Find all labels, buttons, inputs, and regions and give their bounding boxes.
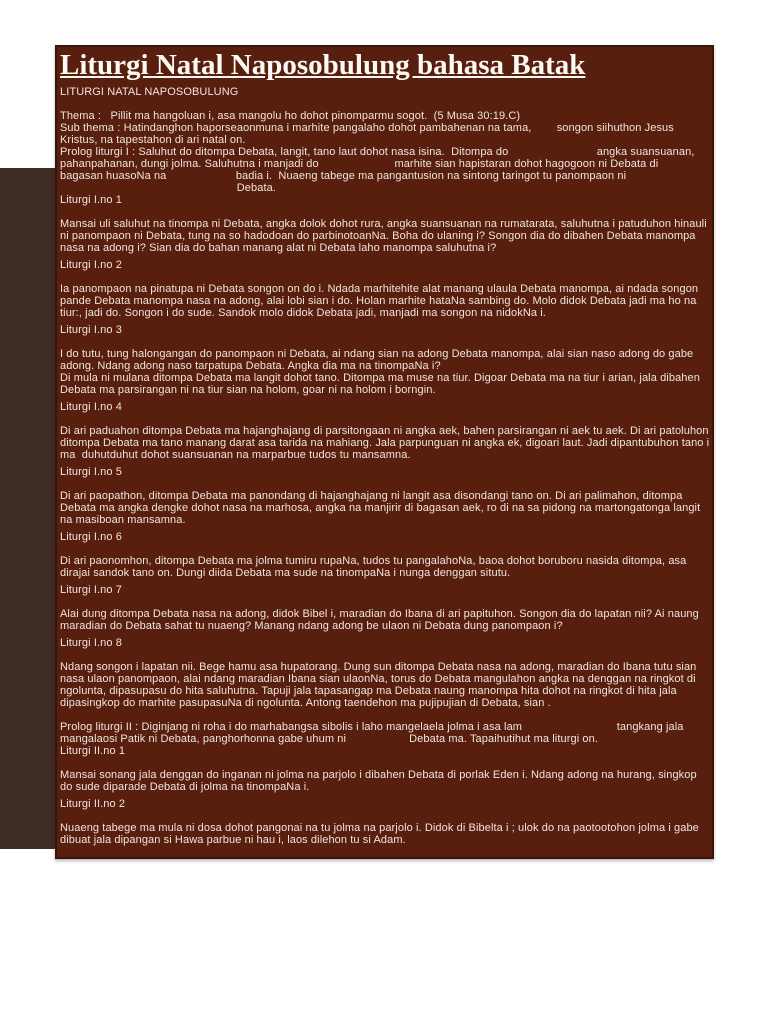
paragraph: Ndang songon i lapatan nii. Bege hamu asa hupatorang. Dung sun ditompa Debata nasa na adong, maradian do Ibana tutu sian nasa ulaon panompaon, alai ndang maradian Ibana sian ulaonNa, torus do Debata mangulahon angka na denggan na ringkot di ngolunta, dipasupasu do hita saluhutna. Tapuji jala tapasangap ma Debata naung manompa hita dohot na ringkot di hita jala dipasingkop do marhite pasupasuNa di ngolunta. Antong taendehon ma pujipujian di Debata, sian . (60, 661, 697, 709)
paragraph: I do tutu, tung halongangan do panompaon ni Debata, ai ndang sian na adong Debata manompa, alai sian naso adong do gabe adong. Ndang adong naso tarpatupa Debata. Angka dia ma na tinompaNa i? Di mula ni mulana ditompa Debata ma langit dohot tano. Ditompa ma muse na tiur. Digoar Debata ma na tiur i arian, jala dibahen Debata ma parsirangan ni na tiur sian na holom, goar ni na holom i borngin. (60, 348, 700, 396)
section-heading: Liturgi I.no 7 (60, 584, 122, 596)
section-heading: Liturgi I.no 2 (60, 259, 122, 271)
paragraph: Thema : Pillit ma hangoluan i, asa mangolu ho dohot pinomparmu sogot. (5 Musa 30:19.C) Sub thema : Hatindanghon haporseaonmuna i marhite pangalaho dohot pambahenan na tama, songon siihuthon Jesus Kristus, na tapestahon di ari natal on. Prolog liturgi I : Saluhut do ditompa Debata, langit, tano laut dohot nasa isina. Ditompa do angka suansuanan, pahanpahanan, dungi jolma. Saluhutna i manjadi do marhite sian hapistaran dohot hagogoon ni Debata di bagasan huasoNa na badia i. Nuaeng tabege ma pangantusion na sintong taringot tu panompaon ni Debata. Liturgi I.no 1 (60, 110, 695, 206)
paragraph: Ia panompaon na pinatupa ni Debata songon on do i. Ndada marhitehite alat manang ulaula Debata manompa, ai ndada songon pande Debata manompa nasa na adong, alai lobi sian i do. Holan marhite hataNa sambing do. Molo didok Debata jadi ma ho na tiur:, jadi do. Songon i do sude. Sandok molo didok Debata jadi, manjadi ma songon na nidokNa i. (60, 283, 699, 319)
section-heading: Liturgi I.no 5 (60, 466, 122, 478)
left-edge-artifact (0, 168, 57, 849)
paragraph: Di ari paonomhon, ditompa Debata ma jolma tumiru rupaNa, tudos tu pangalahoNa, baoa dohot boruboru nasida ditompa, asa dirajai sandok tano on. Dungi diida Debata ma sude na tinompaNa i nunga denggan situtu. (60, 555, 687, 579)
paragraph: Nuaeng tabege ma mula ni dosa dohot pangonai na tu jolma na parjolo i. Didok di Bibelta i ; ulok do na paotootohon jolma i gabe dibuat jala dipangan si Hawa parbue ni hau i, laos dilehon tu si Adam. (60, 822, 699, 846)
document-page (55, 45, 714, 859)
paragraph: Alai dung ditompa Debata nasa na adong, didok Bibel i, maradian do Ibana di ari papituhon. Songon dia do lapatan nii? Ai naung maradian do Debata sahat tu nuaeng? Manang ndang adong be ulaon ni Debata dung panompaon i? (60, 608, 699, 632)
section-heading: Liturgi I.no 8 (60, 637, 122, 649)
paragraph: LITURGI NATAL NAPOSOBULUNG (60, 86, 239, 98)
paragraph: Prolog liturgi II : Diginjang ni roha i do marhabangsa sibolis i laho mangelaela jolma i asa lam tangkang jala mangalaosi Patik ni Debata, panghorhonna gabe uhum ni Debata ma. Tapaihutihut ma liturgi on. Liturgi II.no 1 (60, 721, 684, 757)
paragraph: Di ari paopathon, ditompa Debata ma panondang di hajanghajang ni langit asa disondangi tano on. Di ari palimahon, ditompa Debata ma angka dengke dohot nasa na marhosa, angka na manjirir di bagasan aek, ro di na sa pidong na martongatonga langit na masiboan mansamna. (60, 490, 701, 526)
paragraph: Mansai uli saluhut na tinompa ni Debata, angka dolok dohot rura, angka suansuanan na rumatarata, saluhutna i patuduhon hinauli ni panompaon ni Debata, tung na so hadodoan do parbinotoanNa. Boha do ulaning i? Songon dia do dibahen Debata manompa nasa na adong i? Sian dia do bahan manang alat ni Debata laho manompa saluhutna i? (60, 218, 707, 254)
document-body (60, 86, 708, 846)
paragraph: Di ari paduahon ditompa Debata ma hajanghajang di parsitongaan ni angka aek, bahen parsirangan ni aek tu aek. Di ari patoluhon ditompa Debata ma tano manang darat asa tarida na mahiang. Jala parpunguan ni angka ek, digoari laut. Jadi dipantubuhon tano i ma duhutduhut dohot suansuanan na marparbue tudos tu mansamna. (60, 425, 710, 461)
section-heading: Liturgi I.no 3 (60, 324, 122, 336)
section-heading: Liturgi I.no 6 (60, 531, 122, 543)
section-heading: Liturgi II.no 2 (60, 798, 126, 810)
document-title: Liturgi Natal Naposobulung bahasa Batak (60, 49, 586, 81)
paragraph: Mansai sonang jala denggan do inganan ni jolma na parjolo i dibahen Debata di porlak Eden i. Ndang adong na hurang, singkop do sude diparade Debata di jolma na tinompaNa i. (60, 769, 697, 793)
section-heading: Liturgi I.no 4 (60, 401, 122, 413)
